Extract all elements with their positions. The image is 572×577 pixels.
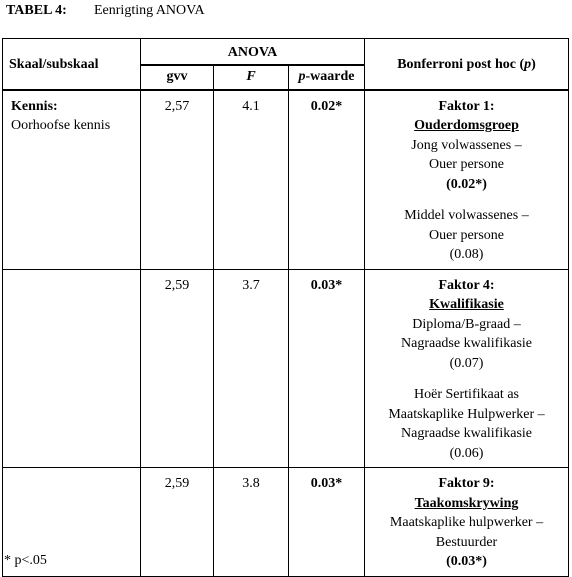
comparison-line: Ouer persone [428, 157, 505, 172]
table-row [3, 269, 569, 468]
comparison-p-value: (0.06) [449, 445, 484, 461]
header-f: F [214, 65, 289, 90]
scale-title: Kennis: [11, 98, 58, 114]
comparison-line: Hoër Sertifikaat as [414, 387, 519, 402]
scale-subtitle: Oorhoofse kennis [11, 118, 111, 133]
comparison-block [365, 206, 568, 265]
comparison-line: Nagraadse kwalifikasie [401, 426, 532, 441]
gvv-cell: 2,57 [141, 90, 214, 270]
bonferroni-cell [365, 269, 569, 468]
bonferroni-cell [365, 90, 569, 270]
header-gvv: gvv [141, 65, 214, 90]
factor-group: Ouderdomsgroep [414, 118, 519, 133]
comparison-p-value: (0.03*) [446, 554, 487, 569]
table-row [3, 468, 569, 577]
f-cell: 3.7 [214, 269, 289, 468]
p-value-cell: 0.03* [289, 269, 365, 468]
comparison-p-value: (0.08) [449, 247, 484, 262]
header-p: p-waarde [289, 65, 365, 90]
gvv-cell: 2,59 [141, 468, 214, 577]
comparison-line: Bestuurder [435, 534, 498, 550]
comparison-block [365, 97, 568, 195]
comparison-line: Maatskaplike hulpwerker – [389, 515, 544, 530]
p-value-cell: 0.03* [289, 468, 365, 577]
header-anova: ANOVA [141, 39, 365, 65]
p-value-cell: 0.02* [289, 90, 365, 270]
factor-label: Faktor 9: [438, 476, 495, 491]
anova-table [2, 38, 569, 577]
comparison-block [365, 385, 568, 463]
comparison-block [365, 276, 568, 374]
header-scale: Skaal/subskaal [3, 39, 141, 90]
factor-label: Faktor 1: [438, 98, 495, 114]
factor-group: Kwalifikasie [429, 297, 504, 312]
comparison-line: Nagraadse kwalifikasie [401, 336, 532, 351]
factor-group: Taakomskrywing [414, 495, 519, 511]
f-cell: 4.1 [214, 90, 289, 270]
scale-cell [3, 269, 141, 468]
gvv-cell: 2,59 [141, 269, 214, 468]
f-cell: 3.8 [214, 468, 289, 577]
table-row [3, 90, 569, 270]
footnote: * p<.05 [4, 553, 47, 568]
comparison-line: Maatskaplike Hulpwerker – [388, 406, 545, 422]
bonferroni-cell [365, 468, 569, 577]
comparison-line: Diploma/B-graad – [412, 316, 521, 332]
factor-label: Faktor 4: [438, 277, 495, 293]
comparison-p-value: (0.02*) [446, 176, 487, 192]
comparison-line: Middel volwassenes – [404, 208, 529, 223]
comparison-line: Jong volwassenes – [411, 137, 522, 153]
comparison-p-value: (0.07) [449, 355, 484, 371]
comparison-line: Ouer persone [428, 227, 505, 243]
comparison-block [365, 474, 568, 572]
caption-label: TABEL 4: [6, 3, 67, 18]
caption-title: Eenrigting ANOVA [94, 3, 205, 18]
table-caption [6, 3, 205, 19]
scale-cell [3, 90, 141, 270]
header-bonferroni: Bonferroni post hoc (p) [365, 39, 569, 90]
